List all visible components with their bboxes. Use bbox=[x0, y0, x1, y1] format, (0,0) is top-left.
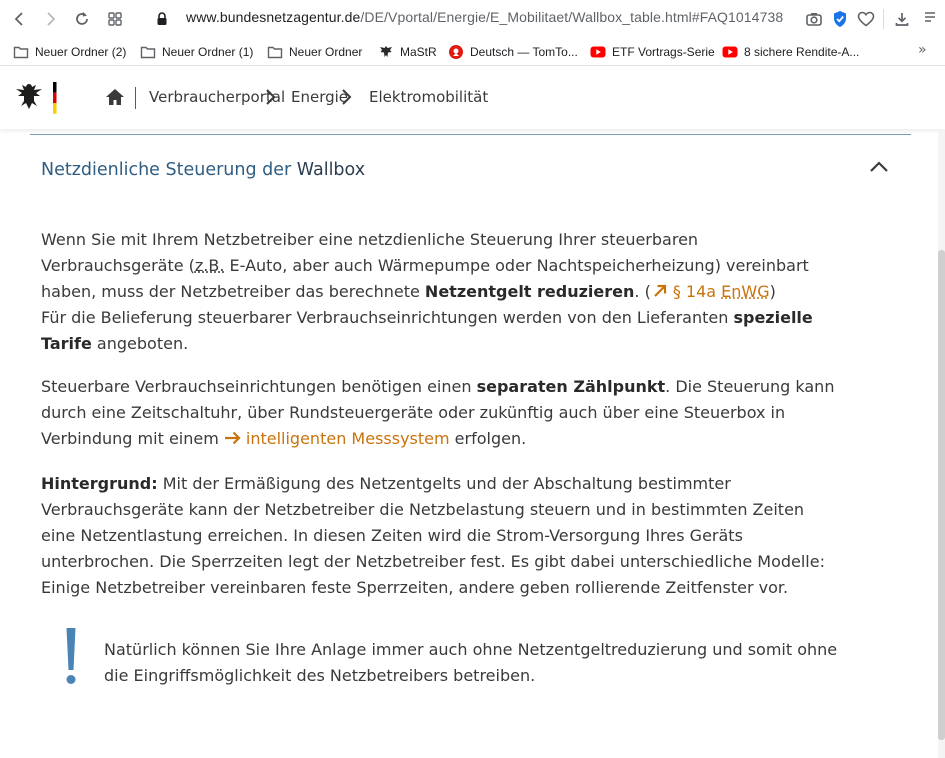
folder-icon bbox=[13, 44, 29, 60]
breadcrumb-item-energie[interactable]: Energie bbox=[291, 88, 349, 106]
site-header bbox=[0, 67, 945, 129]
arrow-right-icon bbox=[224, 427, 242, 441]
bookmark-label: Neuer Ordner (1) bbox=[162, 45, 254, 59]
text: Wenn Sie mit Ihrem Netzbetreiber eine netzdienliche Steuerung Ihrer steuerbaren Verbrauchsgeräte ( bbox=[41, 230, 699, 275]
text: ) bbox=[769, 282, 776, 301]
bold-tarife: spezielle Tarife bbox=[41, 308, 813, 353]
accordion-divider bbox=[30, 134, 911, 135]
address-bar[interactable] bbox=[186, 9, 783, 25]
folder-icon bbox=[140, 44, 156, 60]
text: erfolgen. bbox=[449, 429, 527, 448]
bookmark-item[interactable] bbox=[378, 43, 437, 61]
eagle-icon bbox=[378, 44, 394, 60]
bookmark-label: 8 sichere Rendite-A... bbox=[744, 45, 860, 59]
forward-icon[interactable] bbox=[36, 5, 64, 33]
extensions-icon[interactable] bbox=[916, 5, 944, 33]
text: Steuerbare Verbrauchseinrichtungen benötigen einen bbox=[41, 377, 477, 396]
exclamation-icon bbox=[62, 626, 80, 686]
back-icon[interactable] bbox=[6, 5, 34, 33]
chevron-up-icon[interactable] bbox=[866, 156, 892, 178]
bold-hintergrund: Hintergrund: bbox=[41, 474, 158, 493]
bookmark-label: Neuer Ordner bbox=[289, 45, 363, 59]
bookmark-label: ETF Vortrags-Serie bbox=[612, 45, 715, 59]
text: . Die Steuerung kann durch eine Zeitschaltuhr, über Rundsteuergeräte oder zukünftig auch über eine Steuerbox in Verbindung mit einem bbox=[41, 377, 835, 448]
bookmark-item[interactable] bbox=[140, 43, 253, 61]
paragraph-background bbox=[41, 471, 841, 601]
bookmarks-bar bbox=[0, 38, 945, 66]
bookmark-label: Deutsch — TomTo... bbox=[470, 45, 578, 59]
bookmark-label: MaStR bbox=[400, 45, 437, 59]
external-arrow-icon bbox=[651, 280, 669, 294]
enwg-link[interactable] bbox=[651, 282, 770, 301]
messsystem-link-text: intelligenten Messsystem bbox=[245, 429, 450, 448]
toolbar-divider bbox=[883, 9, 884, 29]
browser-toolbar bbox=[0, 0, 945, 38]
text: Für die Belieferung steuerbarer Verbrauchseinrichtungen werden von den Lieferanten bbox=[41, 308, 734, 327]
text: E-Auto, aber auch Wärmepumpe oder Nachtspeicherheizung) vereinbart haben, muss der Netzbetreiber das berechnete bbox=[41, 256, 809, 301]
shield-icon[interactable] bbox=[826, 5, 854, 33]
youtube-icon bbox=[590, 44, 606, 60]
federal-eagle-logo[interactable] bbox=[14, 81, 62, 115]
breadcrumb-item-verbraucherportal[interactable]: Verbraucherportal bbox=[149, 88, 286, 106]
paragraph-metering bbox=[41, 374, 841, 452]
heart-icon[interactable] bbox=[852, 5, 880, 33]
bookmark-item[interactable] bbox=[722, 43, 859, 61]
accordion-title-part1: Netzdienliche Steuerung der bbox=[41, 160, 292, 180]
messsystem-link[interactable] bbox=[224, 429, 450, 448]
text: Mit der Ermäßigung des Netzentgelts und der Abschaltung bestimmter Verbrauchsgeräte kann der Netzbetreiber die Netzbelastung steuern und in bestimmten Zeiten eine Netzentlastung erreichen. In diesen Zeiten wird die Strom-Versorgung Ihres Geräts unterbrochen. Die Sperrzeiten legt der Netzbetreiber fest. Es gibt dabei unterschiedliche Modelle: Einige Netzbetreiber vereinbaren feste Sperrzeiten, andere geben rollierende Zeitfenster vor. bbox=[41, 474, 825, 597]
bookmark-item[interactable] bbox=[267, 43, 362, 61]
lock-icon[interactable] bbox=[148, 5, 176, 33]
text: . ( bbox=[634, 282, 651, 301]
breadcrumb-item-elektromobilitaet[interactable]: Elektromobilität bbox=[369, 88, 489, 106]
bookmark-item[interactable] bbox=[13, 43, 126, 61]
breadcrumb-divider bbox=[135, 87, 136, 109]
more-bookmarks-icon[interactable]: » bbox=[918, 42, 927, 58]
accordion-title[interactable] bbox=[41, 160, 365, 180]
enwg-link-text: § 14a bbox=[672, 282, 722, 301]
abbr-zb: z.B. bbox=[194, 256, 225, 275]
bookmark-item[interactable] bbox=[448, 43, 578, 61]
bold-zaehlpunkt: separaten Zählpunkt bbox=[476, 377, 666, 396]
download-icon[interactable] bbox=[888, 5, 916, 33]
tomtom-icon bbox=[448, 44, 464, 60]
bold-netzentgelt: Netzentgelt reduzieren bbox=[424, 282, 635, 301]
chevron-right-icon bbox=[264, 87, 278, 107]
chevron-right-icon bbox=[340, 87, 354, 107]
speed-dial-icon[interactable] bbox=[101, 5, 129, 33]
text: angeboten. bbox=[91, 334, 189, 353]
scrollbar-thumb[interactable] bbox=[938, 250, 945, 740]
url-host: www.bundesnetzagentur.de bbox=[186, 9, 361, 25]
url-path: /DE/Vportal/Energie/E_Mobilitaet/Wallbox_table.html#FAQ1014738 bbox=[360, 9, 784, 25]
reload-icon[interactable] bbox=[68, 5, 96, 33]
paragraph-tariff bbox=[41, 227, 841, 357]
folder-icon bbox=[267, 44, 283, 60]
home-icon[interactable] bbox=[104, 86, 126, 108]
bookmark-label: Neuer Ordner (2) bbox=[35, 45, 127, 59]
accordion-title-part2: Wallbox bbox=[296, 160, 366, 180]
note-text: Natürlich können Sie Ihre Anlage immer auch ohne Netzentgeltreduzierung und somit ohne die Eingriffsmöglichkeit des Netzbetreibers betreiben. bbox=[104, 640, 838, 685]
abbr-enwg: EnWG bbox=[721, 282, 770, 301]
bookmark-item[interactable] bbox=[590, 43, 715, 61]
youtube-icon bbox=[722, 44, 738, 60]
camera-icon[interactable] bbox=[800, 5, 828, 33]
